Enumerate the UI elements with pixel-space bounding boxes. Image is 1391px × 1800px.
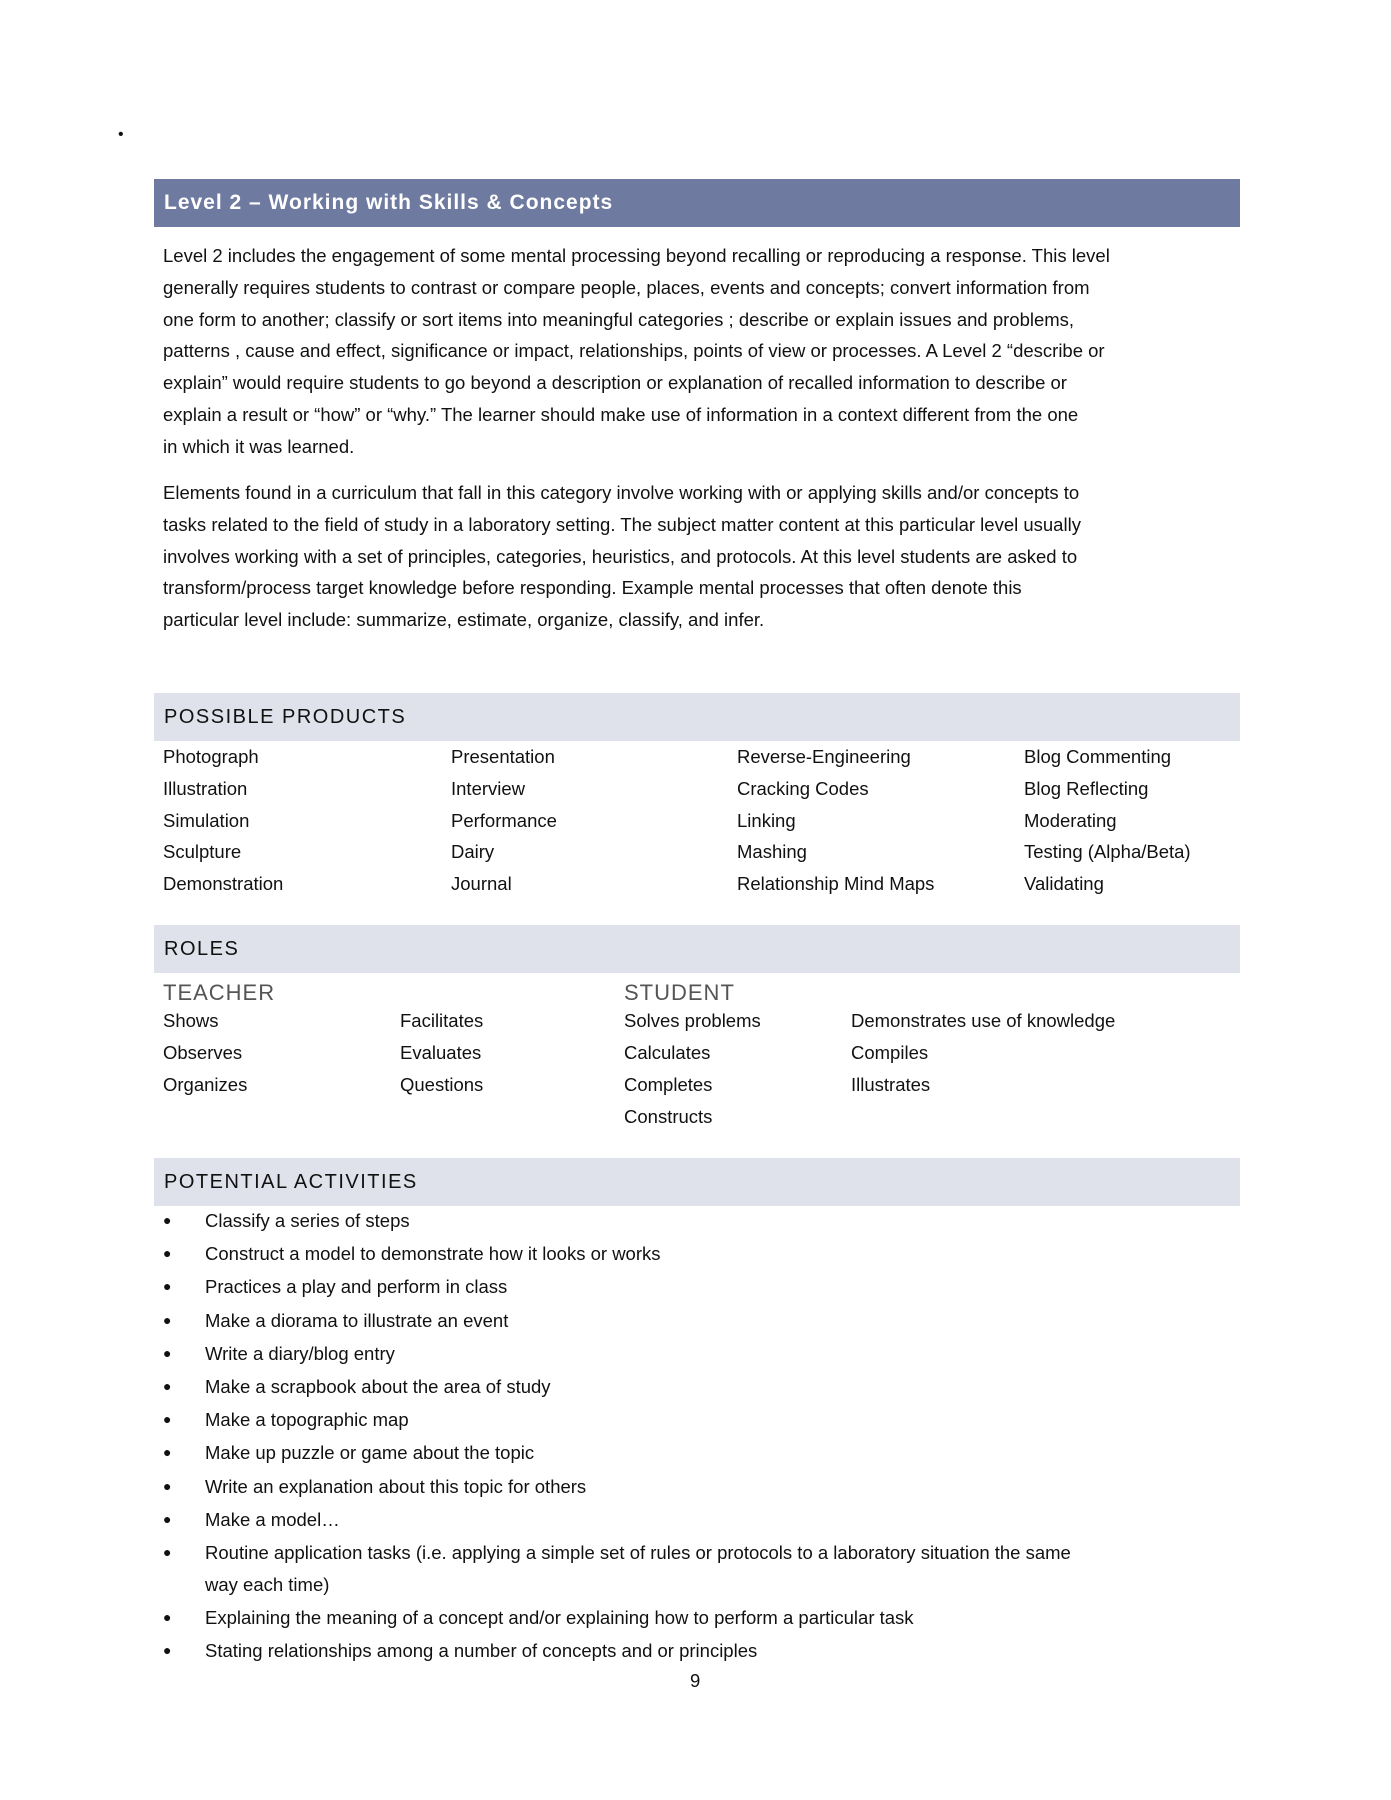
bullet-icon: ● [163,1245,172,1262]
activity-item: Stating relationships among a number of concepts and or principles [205,1640,758,1662]
bullet-icon: ● [163,1411,172,1428]
bullet-icon: ● [163,1212,172,1228]
product-item: Performance [451,809,557,831]
page-number: 9 [690,1670,701,1691]
product-item: Journal [451,873,512,895]
bullet-icon: ● [163,1609,172,1626]
product-item: Dairy [451,841,495,863]
product-item: Testing (Alpha/Beta) [1024,841,1191,863]
activity-item: Make up puzzle or game about the topic [205,1442,535,1464]
paragraph-2-line: involves working with a set of principles, categories, heuristics, and protocols. At this level students are asked to [163,545,1078,567]
paragraph-1-line: patterns , cause and effect, significance or impact, relationships, points of view or processes. A Level 2 “describe or [163,340,1105,362]
activity-item: Write an explanation about this topic for others [205,1475,587,1497]
activity-item: Explaining the meaning of a concept and/or explaining how to perform a particular task [205,1607,914,1629]
product-item: Presentation [451,746,555,767]
paragraph-2-line: tasks related to the field of study in a laboratory setting. The subject matter content at this particular level usually [163,513,1081,535]
role-item: Compiles [851,1042,929,1063]
role-item: Demonstrates use of knowledge [851,1010,1116,1031]
product-item: Photograph [163,746,259,767]
product-item: Mashing [737,841,807,863]
paragraph-2-line: Elements found in a curriculum that fall in this category involve working with or applying skills and/or concepts to [163,482,1080,503]
product-item: Reverse-Engineering [737,746,911,767]
bullet-icon: ● [163,1477,172,1494]
bullet-icon: ● [163,1444,172,1461]
activity-item: way each time) [205,1574,330,1595]
activity-item: Make a diorama to illustrate an event [205,1309,509,1331]
section-header [154,179,1240,227]
bullet-icon: ● [163,1344,172,1361]
paragraph-1-line: generally requires students to contrast or compare people, places, events and concepts; convert information from [163,276,1090,298]
role-item: Calculates [624,1042,711,1063]
role-item: Observes [163,1042,243,1063]
activity-item: Construct a model to demonstrate how it looks or works [205,1243,661,1265]
activity-item: Write a diary/blog entry [205,1342,395,1364]
paragraph-1-line: Level 2 includes the engagement of some mental processing beyond recalling or reproducing a response. This level [163,245,1110,266]
role-item: Evaluates [400,1042,482,1063]
role-item: Completes [624,1074,713,1095]
paragraph-1-line: explain” would require students to go beyond a description or explanation of recalled information to describe or [163,372,1067,394]
bullet-icon: ● [163,1642,172,1659]
paragraph-2-line: particular level include: summarize, estimate, organize, classify, and infer. [163,609,765,631]
product-item: Linking [737,809,796,831]
activity-item: Make a scrapbook about the area of study [205,1376,551,1397]
paragraph-1-line: one form to another; classify or sort items into meaningful categories ; describe or explain issues and problems, [163,308,1075,330]
paragraph-2-line: transform/process target knowledge before responding. Example mental processes that often denote this [163,577,1022,599]
products-bar [154,693,1240,741]
bullet-icon: ● [163,1278,172,1295]
product-item: Blog Reflecting [1024,777,1149,799]
stray-bullet: • [118,126,124,143]
activity-item: Make a model… [205,1508,340,1530]
role-item: Questions [400,1074,484,1095]
product-item: Cracking Codes [737,777,869,799]
paragraph-1-line: in which it was learned. [163,435,355,457]
roles-bar [154,925,1240,973]
role-item: Illustrates [851,1074,931,1095]
products-heading: POSSIBLE PRODUCTS [164,706,407,728]
product-item: Simulation [163,809,250,831]
paragraph-1-line: explain a result or “how” or “why.” The learner should make use of information in a context different from the one [163,404,1079,425]
product-item: Moderating [1024,809,1117,831]
product-item: Demonstration [163,873,284,895]
role-item: Solves problems [624,1010,761,1031]
bullet-icon: ● [163,1544,172,1560]
teacher-heading: TEACHER [163,980,276,1005]
activity-item: Classify a series of steps [205,1210,410,1231]
activity-item: Routine application tasks (i.e. applying a simple set of rules or protocols to a laboratory situation the same [205,1542,1071,1563]
activity-item: Make a topographic map [205,1409,409,1431]
product-item: Illustration [163,777,248,799]
roles-heading: ROLES [164,938,240,960]
section-title: Level 2 – Working with Skills & Concepts [164,191,614,214]
activity-item: Practices a play and perform in class [205,1276,508,1298]
product-item: Relationship Mind Maps [737,873,935,895]
role-item: Facilitates [400,1010,484,1031]
bullet-icon: ● [163,1378,172,1394]
bullet-icon: ● [163,1510,172,1527]
product-item: Validating [1024,873,1104,895]
student-heading: STUDENT [624,980,735,1005]
product-item: Blog Commenting [1024,746,1172,767]
activities-bar [154,1158,1240,1206]
role-item: Shows [163,1010,219,1031]
role-item: Organizes [163,1074,248,1095]
activities-heading: POTENTIAL ACTIVITIES [164,1171,418,1193]
product-item: Interview [451,777,526,799]
product-item: Sculpture [163,841,242,863]
bullet-icon: ● [163,1311,172,1328]
role-item: Constructs [624,1106,713,1127]
